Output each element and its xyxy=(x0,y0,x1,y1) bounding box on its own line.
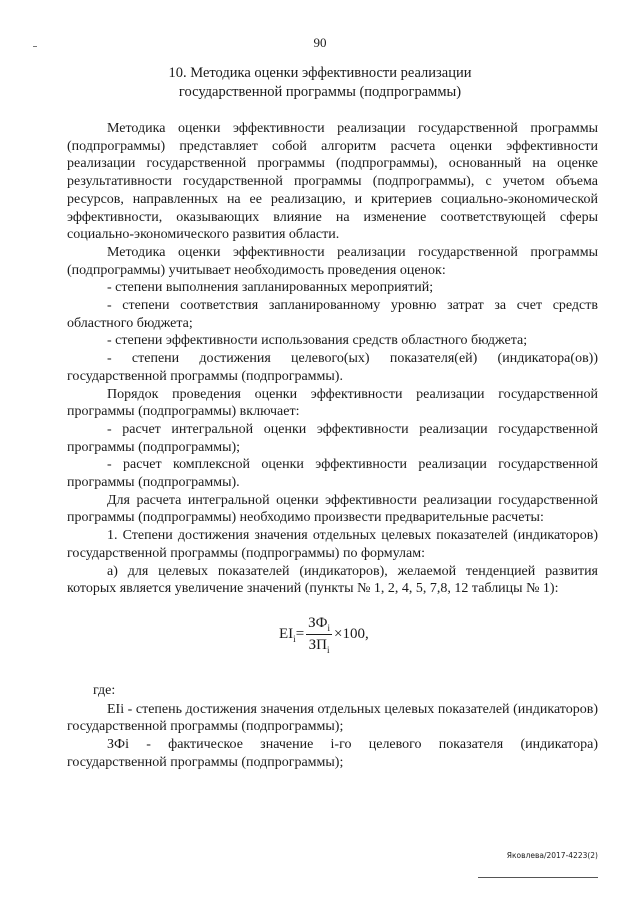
list-item: - расчет интегральной оценки эффективности реализации государственной программы (подпрограммы); xyxy=(67,421,598,455)
denominator-subscript: i xyxy=(327,645,330,655)
heading-line-2: государственной программы (подпрограммы) xyxy=(178,84,462,100)
formula-equals: = xyxy=(295,626,305,642)
where-label: где: xyxy=(93,683,116,698)
formula-denominator xyxy=(309,635,330,654)
page-number: 90 xyxy=(313,35,327,50)
paragraph: Методика оценки эффективности реализации государственной программы (подпрограммы) учитывает необходимость проведения оценок: xyxy=(67,244,598,278)
document-code: Яковлева/2017-4223(2) xyxy=(506,851,598,860)
list-item: - степени достижения целевого(ых) показателя(ей) (индикатора(ов)) государственной программы (подпрограммы). xyxy=(67,351,598,384)
formula-lhs: EI xyxy=(279,626,294,642)
formula-numerator xyxy=(306,615,332,635)
definition: ЗФi - фактическое значение i-го целевого показателя (индикатора) государственной программы (подпрограммы); xyxy=(67,737,598,770)
paragraph: Методика оценки эффективности реализации государственной программы (подпрограммы) представляет собой алгоритм расчета оценки эффективности реализации государственной программы (подпрограммы), основанный на оценке результативности государственной программы (подпрограммы), с учетом объема ресурсов, направленных на ее реализацию, и критериев социально-экономической эффективности, оказывающих влияние на изменение соответствующей сферы социально-экономического развития области. xyxy=(67,121,598,243)
heading-line-1: 10. Методика оценки эффективности реализации xyxy=(168,65,472,81)
formula-lhs-subscript: i xyxy=(293,633,296,644)
formula-tail: ×100, xyxy=(334,626,369,642)
list-item: - степени соответствия запланированному уровню затрат за счет средств областного бюджета; xyxy=(67,298,598,331)
definitions-block xyxy=(67,682,598,772)
formula-fraction xyxy=(306,615,332,654)
paragraph: Порядок проведения оценки эффективности реализации государственной программы (подпрограммы) включает: xyxy=(67,386,598,420)
definition: EIi - степень достижения значения отдельных целевых показателей (индикаторов) государственной программы (подпрограммы); xyxy=(67,701,598,735)
list-item: - расчет комплексной оценки эффективности реализации государственной программы (подпрограммы). xyxy=(67,457,598,491)
numerator-text: ЗФ xyxy=(308,615,328,631)
paragraph: а) для целевых показателей (индикаторов), желаемой тенденцией развития которых является увеличение значений (пункты № 1, 2, 4, 5, 7,8, 12 таблицы № 1): xyxy=(67,563,598,597)
paragraph: 1. Степени достижения значения отдельных целевых показателей (индикаторов) государственной программы (подпрограммы) по формулам: xyxy=(67,528,598,561)
list-item: - степени выполнения запланированных мероприятий; xyxy=(107,280,434,296)
footer-rule xyxy=(478,877,598,878)
body-text xyxy=(67,120,598,598)
section-heading xyxy=(60,64,580,102)
denominator-text: ЗП xyxy=(308,637,328,653)
paragraph: Для расчета интегральной оценки эффективности реализации государственной программы (подпрограммы) необходимо произвести предварительные расчеты: xyxy=(67,492,598,526)
list-item: - степени эффективности использования средств областного бюджета; xyxy=(107,333,528,349)
numerator-subscript: i xyxy=(327,623,331,633)
formula xyxy=(279,615,369,654)
